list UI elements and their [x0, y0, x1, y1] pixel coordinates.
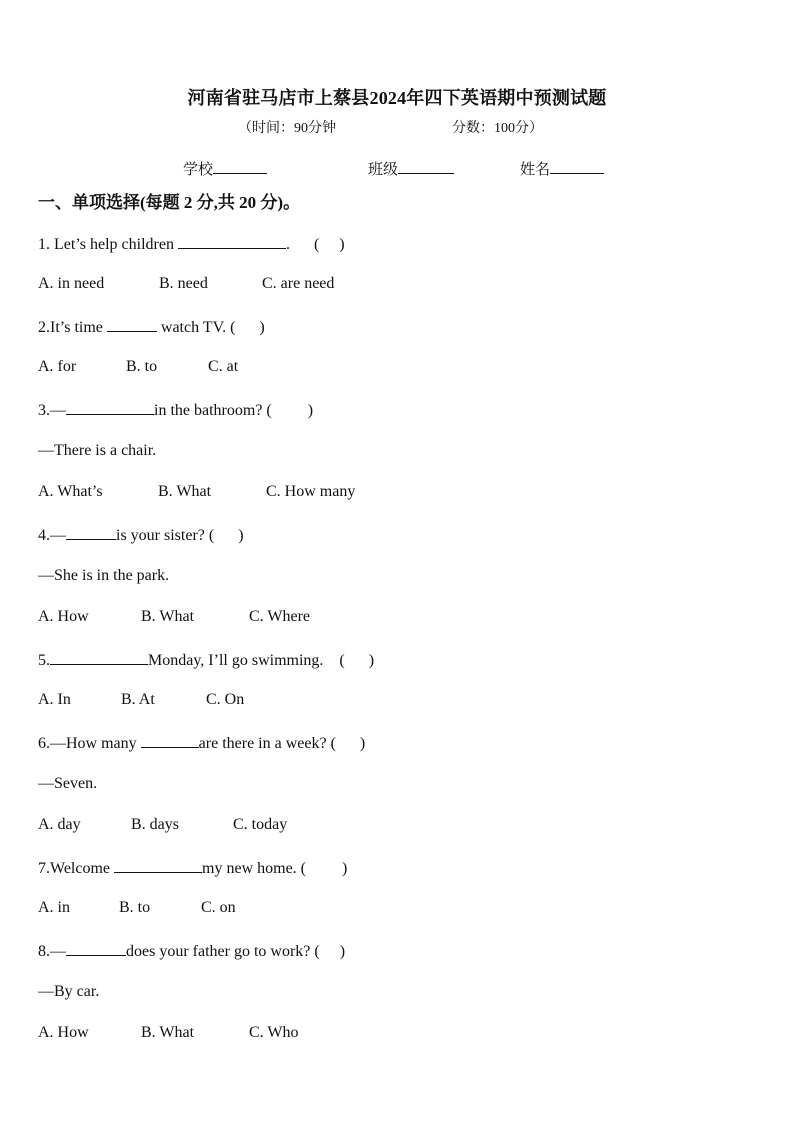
exam-meta — [0, 117, 794, 137]
options-3: A. What’s B. What C. How many — [38, 483, 356, 500]
options-7: A. in B. to C. on — [38, 899, 236, 916]
name-label: 姓名 — [520, 162, 551, 178]
options-6: A. day B. days C. today — [38, 816, 288, 833]
question-5: 5. Monday, I’ll go swimming. ( ) — [38, 652, 375, 669]
question-4: 4.— is your sister? ( ) — [38, 527, 244, 544]
answer-line-8: —By car. — [38, 983, 100, 1000]
exam-time: （时间：90分钟 — [238, 121, 336, 136]
question-3: 3.— in the bathroom? ( ) — [38, 402, 314, 419]
answer-blank[interactable] — [141, 733, 199, 748]
answer-line-6: —Seven. — [38, 775, 98, 792]
exam-score: 分数：100分） — [452, 121, 543, 136]
question-8: 8.— does your father go to work? ( ) — [38, 943, 346, 960]
school-label: 学校 — [183, 162, 214, 178]
answer-blank[interactable] — [50, 650, 148, 665]
options-1: A. in need B. need C. are need — [38, 275, 335, 292]
class-field[interactable] — [368, 158, 454, 179]
answer-blank[interactable] — [107, 317, 157, 332]
section-heading: 一、单项选择(每题 2 分,共 20 分)。 — [38, 193, 301, 212]
school-field[interactable] — [183, 158, 267, 179]
question-7: 7.Welcome my new home. ( ) — [38, 860, 348, 877]
answer-blank[interactable] — [66, 525, 116, 540]
question-2: 2.It’s time watch TV. ( ) — [38, 319, 265, 336]
question-6: 6.—How many are there in a week? ( ) — [38, 735, 366, 752]
answer-line-3: —There is a chair. — [38, 442, 157, 459]
answer-line-4: —She is in the park. — [38, 567, 170, 584]
question-1: 1. Let’s help children . ( ) — [38, 236, 345, 253]
options-4: A. How B. What C. Where — [38, 608, 311, 625]
answer-blank[interactable] — [66, 941, 126, 956]
answer-blank[interactable] — [178, 234, 286, 249]
answer-blank[interactable] — [66, 400, 154, 415]
options-8: A. How B. What C. Who — [38, 1024, 299, 1041]
answer-blank[interactable] — [114, 858, 202, 873]
page-title: 河南省驻马店市上蔡县2024年四下英语期中预测试题 — [187, 88, 607, 108]
options-2: A. for B. to C. at — [38, 358, 239, 375]
name-field[interactable] — [520, 158, 604, 179]
class-label: 班级 — [368, 162, 399, 178]
options-5: A. In B. At C. On — [38, 691, 245, 708]
student-info — [0, 158, 794, 180]
